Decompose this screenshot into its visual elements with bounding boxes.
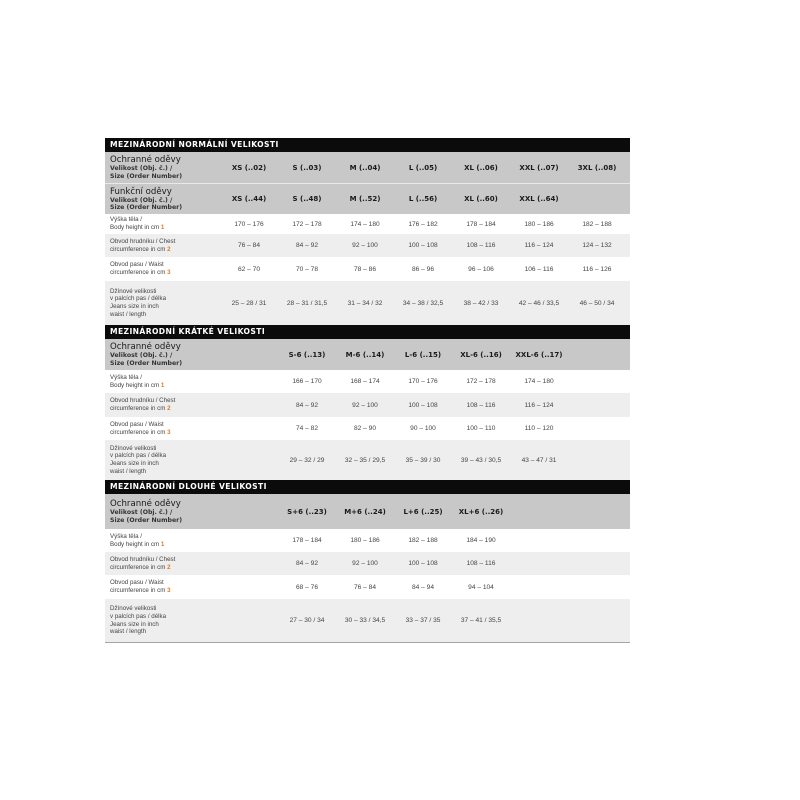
measurement-value-cell: 170 – 176 (408, 378, 438, 385)
measurement-label-line (110, 613, 220, 621)
measurement-value-cell: 42 – 46 / 33,5 (518, 299, 560, 307)
garment-type-label: Ochranné oděvy (110, 155, 181, 166)
size-label-line: Velikost (Obj. č.) / (110, 196, 173, 204)
measurement-value-cell: 31 – 34 / 32 (347, 299, 383, 307)
measurement-label-text: Džínové velikosti (110, 444, 157, 452)
measurement-label-text: v palcích pas / délka (110, 612, 167, 620)
measurement-value-cell: 108 – 116 (466, 242, 496, 249)
measurement-value-cell: 166 – 170 (292, 378, 322, 385)
size-code-cell: L (..05) (408, 163, 438, 172)
measurement-value-cell: 25 – 28 / 31 (231, 299, 267, 307)
measurement-label-text: Obvod pasu / Waist (110, 420, 164, 428)
measurement-row (105, 529, 630, 552)
measurement-value-cell: 86 – 96 (412, 265, 434, 273)
measurement-value-cell: 34 – 38 / 32,5 (402, 299, 444, 307)
measurement-label (105, 288, 220, 318)
size-header-row (105, 494, 630, 529)
header-label (105, 342, 220, 367)
measurement-row (105, 214, 630, 234)
measurement-label-text: waist / length (110, 467, 147, 475)
section-title: MEZINÁRODNÍ DLOUHÉ VELIKOSTI (105, 480, 630, 494)
measurement-row (105, 370, 630, 393)
measurement-label (105, 216, 220, 231)
size-code-cell: M (..04) (349, 163, 381, 172)
measurement-label-text: v palcích pas / délka (110, 452, 167, 460)
size-section (105, 480, 630, 642)
measurement-row (105, 234, 630, 257)
measurement-row (105, 440, 630, 480)
size-label-line: Size (Order Number) (110, 516, 183, 524)
measurement-value-cell: 168 – 174 (350, 378, 380, 385)
measurement-value-cell: 29 – 32 / 29 (289, 456, 325, 464)
measurement-value-cell: 174 – 180 (524, 378, 554, 385)
measurement-label-text: Jeans size in inch (110, 303, 159, 310)
measurement-label-text: Obvod pasu / Waist (110, 261, 164, 269)
measurement-label-text: Jeans size in inch (110, 620, 159, 628)
footnote-marker: 1 (160, 224, 165, 231)
measurement-value-cell: 172 – 178 (292, 220, 322, 228)
measurement-label (105, 556, 220, 571)
measurement-label (105, 374, 220, 389)
measurement-label-text: Výška těla / (110, 373, 142, 381)
measurement-value-cell: 182 – 188 (582, 220, 612, 228)
size-code-cell: S (..48) (292, 195, 322, 203)
size-code-cell: XL (..06) (464, 163, 498, 172)
measurement-value-cell: 92 – 100 (352, 560, 378, 567)
measurement-value-cell: 106 – 116 (524, 265, 554, 273)
measurement-label-line (110, 468, 220, 476)
measurement-value-cell: 184 – 190 (466, 537, 496, 544)
measurement-label-line (110, 303, 220, 311)
footnote-marker: 3 (167, 269, 171, 276)
measurement-value-cell: 84 – 92 (296, 401, 318, 409)
garment-type-label: Ochranné oděvy (110, 499, 181, 510)
measurement-label-text: Džínové velikosti (110, 287, 157, 295)
measurement-label-line (110, 216, 220, 224)
size-label-line: Size (Order Number) (110, 359, 183, 367)
measurement-label-line (110, 421, 220, 429)
measurement-value-cell: 116 – 124 (524, 242, 554, 249)
measurement-label-text: Body height in cm (110, 381, 160, 389)
size-chart (105, 138, 630, 643)
measurement-value-cell: 37 – 41 / 35,5 (460, 617, 502, 624)
measurement-label-text: circumference in cm (110, 405, 166, 412)
measurement-label-text: Džínové velikosti (110, 605, 157, 613)
measurement-value-cell: 170 – 176 (234, 220, 264, 228)
size-header-row (105, 152, 630, 183)
measurement-label-line (110, 261, 220, 269)
size-code-cell: XXL (..07) (519, 163, 559, 172)
measurement-value-cell: 100 – 108 (408, 560, 438, 567)
size-label-line: Velikost (Obj. č.) / (110, 165, 173, 173)
measurement-value-cell: 39 – 43 / 30,5 (460, 456, 502, 464)
measurement-label-line (110, 541, 220, 549)
measurement-label (105, 605, 220, 635)
measurement-value-cell: 92 – 100 (352, 401, 378, 409)
measurement-label (105, 421, 220, 436)
size-code-cell: L (..56) (408, 195, 438, 203)
measurement-label-text: Obvod hrudníku / Chest (110, 237, 176, 245)
measurement-label-text: circumference in cm (110, 245, 166, 253)
measurement-value-cell: 96 – 106 (468, 265, 494, 273)
measurement-value-cell: 70 – 78 (296, 265, 318, 273)
measurement-label-line (110, 621, 220, 629)
measurement-value-cell: 182 – 188 (408, 537, 438, 544)
footnote-marker: 2 (167, 563, 171, 571)
measurement-value-cell: 100 – 108 (408, 242, 438, 249)
measurement-label-line (110, 587, 220, 595)
garment-type-label: Ochranné oděvy (110, 342, 181, 353)
size-code-cell: XS (..02) (231, 163, 267, 172)
measurement-label-text: Obvod hrudníku / Chest (110, 397, 176, 405)
measurement-label-line (110, 288, 220, 296)
size-code-cell: M-6 (..14) (345, 350, 385, 359)
measurement-value-cell: 28 – 31 / 31,5 (286, 299, 328, 307)
measurement-label-text: circumference in cm (110, 587, 166, 594)
measurement-label-text: circumference in cm (110, 428, 166, 436)
measurement-label-line (110, 311, 220, 319)
measurement-label-line (110, 374, 220, 382)
measurement-value-cell: 180 – 186 (350, 537, 380, 544)
measurement-label (105, 445, 220, 475)
size-label-line: Size (Order Number) (110, 172, 183, 180)
measurement-row (105, 257, 630, 281)
measurement-value-cell: 94 – 104 (468, 583, 494, 591)
measurement-label-text: Výška těla / (110, 216, 142, 224)
size-label-line: Velikost (Obj. č.) / (110, 352, 173, 360)
measurement-value-cell: 108 – 116 (466, 401, 496, 409)
measurement-value-cell: 92 – 100 (352, 242, 378, 249)
footnote-marker: 3 (167, 428, 171, 436)
measurement-value-cell: 82 – 90 (354, 425, 376, 432)
measurement-value-cell: 172 – 178 (466, 378, 496, 385)
measurement-row (105, 599, 630, 642)
size-section (105, 138, 630, 325)
measurement-value-cell: 27 – 30 / 34 (289, 617, 325, 624)
measurement-value-cell: 84 – 92 (296, 560, 318, 567)
size-code-cell: S+6 (..23) (287, 507, 327, 516)
measurement-value-cell: 116 – 124 (524, 401, 554, 409)
measurement-label-line (110, 397, 220, 405)
measurement-label-line (110, 564, 220, 572)
garment-type-label: Funkční oděvy (110, 186, 172, 197)
measurement-value-cell: 110 – 120 (524, 425, 554, 432)
size-header-row (105, 339, 630, 370)
measurement-label-line (110, 382, 220, 390)
measurement-value-cell: 38 – 42 / 33 (463, 299, 499, 307)
measurement-label-line (110, 445, 220, 453)
measurement-value-cell: 35 – 39 / 30 (405, 456, 441, 464)
measurement-value-cell: 90 – 100 (410, 425, 436, 432)
footnote-marker: 2 (167, 245, 171, 253)
table-bottom-rule (105, 642, 630, 643)
size-code-cell: 3XL (..08) (577, 163, 617, 172)
measurement-label-line (110, 452, 220, 460)
measurement-label (105, 397, 220, 412)
measurement-label-line (110, 238, 220, 246)
measurement-label-text: Jeans size in inch (110, 460, 159, 467)
measurement-label-line (110, 556, 220, 564)
measurement-value-cell: 84 – 92 (296, 242, 318, 249)
size-label-line: Velikost (Obj. č.) / (110, 509, 173, 517)
measurement-label (105, 533, 220, 548)
measurement-label-text: Body height in cm (110, 540, 160, 548)
section-title: MEZINÁRODNÍ KRÁTKÉ VELIKOSTI (105, 325, 630, 339)
measurement-row (105, 281, 630, 325)
measurement-value-cell: 100 – 110 (466, 425, 496, 432)
header-label (105, 187, 220, 212)
measurement-label-text: circumference in cm (110, 269, 166, 276)
size-code-cell: XXL (..64) (519, 195, 559, 203)
measurement-label-line (110, 579, 220, 587)
measurement-value-cell: 68 – 76 (296, 583, 318, 591)
header-label (105, 155, 220, 180)
measurement-row (105, 552, 630, 575)
measurement-value-cell: 30 – 33 / 34,5 (344, 617, 386, 624)
footnote-marker: 1 (160, 540, 165, 548)
measurement-label-text: Výška těla / (110, 532, 142, 540)
section-title: MEZINÁRODNÍ NORMÁLNÍ VELIKOSTI (105, 138, 630, 152)
measurement-row (105, 575, 630, 599)
measurement-value-cell: 124 – 132 (582, 242, 612, 249)
measurement-value-cell: 76 – 84 (238, 242, 260, 249)
measurement-label-text: Obvod pasu / Waist (110, 579, 164, 587)
measurement-label-line (110, 295, 220, 303)
measurement-label-line (110, 533, 220, 541)
measurement-value-cell: 46 – 50 / 34 (579, 299, 615, 307)
measurement-label-text: v palcích pas / délka (110, 295, 167, 303)
measurement-label-text: Obvod hrudníku / Chest (110, 555, 176, 563)
size-code-cell: S-6 (..13) (288, 350, 326, 359)
measurement-label (105, 238, 220, 253)
measurement-row (105, 393, 630, 417)
measurement-value-cell: 180 – 186 (524, 220, 554, 228)
footnote-marker: 1 (160, 381, 165, 389)
size-code-cell: XL-6 (..16) (460, 350, 502, 359)
measurement-label-line (110, 224, 220, 232)
measurement-value-cell: 108 – 116 (466, 560, 496, 567)
measurement-label-text: waist / length (110, 628, 147, 636)
measurement-value-cell: 74 – 82 (296, 425, 318, 432)
measurement-value-cell: 176 – 182 (408, 220, 438, 228)
measurement-value-cell: 32 – 35 / 29,5 (344, 456, 386, 464)
measurement-label-line (110, 246, 220, 254)
size-code-cell: XL+6 (..26) (458, 507, 504, 516)
measurement-label-line (110, 405, 220, 413)
size-code-cell: S (..03) (292, 163, 322, 172)
size-section (105, 325, 630, 480)
measurement-label-line (110, 460, 220, 468)
measurement-value-cell: 100 – 108 (408, 401, 438, 409)
measurement-row (105, 417, 630, 440)
measurement-label-line (110, 605, 220, 613)
measurement-label-text: Body height in cm (110, 224, 160, 231)
measurement-label-line (110, 269, 220, 277)
header-label (105, 499, 220, 524)
size-code-cell: XL (..60) (464, 195, 498, 203)
measurement-value-cell: 62 – 70 (238, 265, 260, 273)
measurement-value-cell: 33 – 37 / 35 (405, 617, 441, 624)
measurement-label-line (110, 429, 220, 437)
measurement-value-cell: 43 – 47 / 31 (521, 456, 557, 464)
measurement-label (105, 261, 220, 276)
measurement-label-text: waist / length (110, 310, 147, 318)
footnote-marker: 3 (167, 587, 171, 594)
size-code-cell: L+6 (..25) (403, 507, 443, 516)
measurement-value-cell: 178 – 184 (292, 537, 322, 544)
measurement-value-cell: 174 – 180 (350, 220, 380, 228)
size-code-cell: M (..52) (349, 195, 381, 203)
measurement-label (105, 579, 220, 594)
footnote-marker: 2 (167, 405, 171, 412)
size-code-cell: XS (..44) (231, 195, 267, 203)
measurement-value-cell: 76 – 84 (354, 583, 376, 591)
size-label-line: Size (Order Number) (110, 204, 183, 211)
size-code-cell: M+6 (..24) (344, 507, 386, 516)
measurement-label-line (110, 628, 220, 636)
size-code-cell: XXL-6 (..17) (515, 350, 563, 359)
measurement-value-cell: 84 – 94 (412, 583, 434, 591)
size-header-row (105, 183, 630, 214)
measurement-value-cell: 78 – 86 (354, 265, 376, 273)
measurement-value-cell: 116 – 126 (582, 265, 612, 273)
size-code-cell: L-6 (..15) (404, 350, 442, 359)
measurement-value-cell: 178 – 184 (466, 220, 496, 228)
measurement-label-text: circumference in cm (110, 563, 166, 571)
